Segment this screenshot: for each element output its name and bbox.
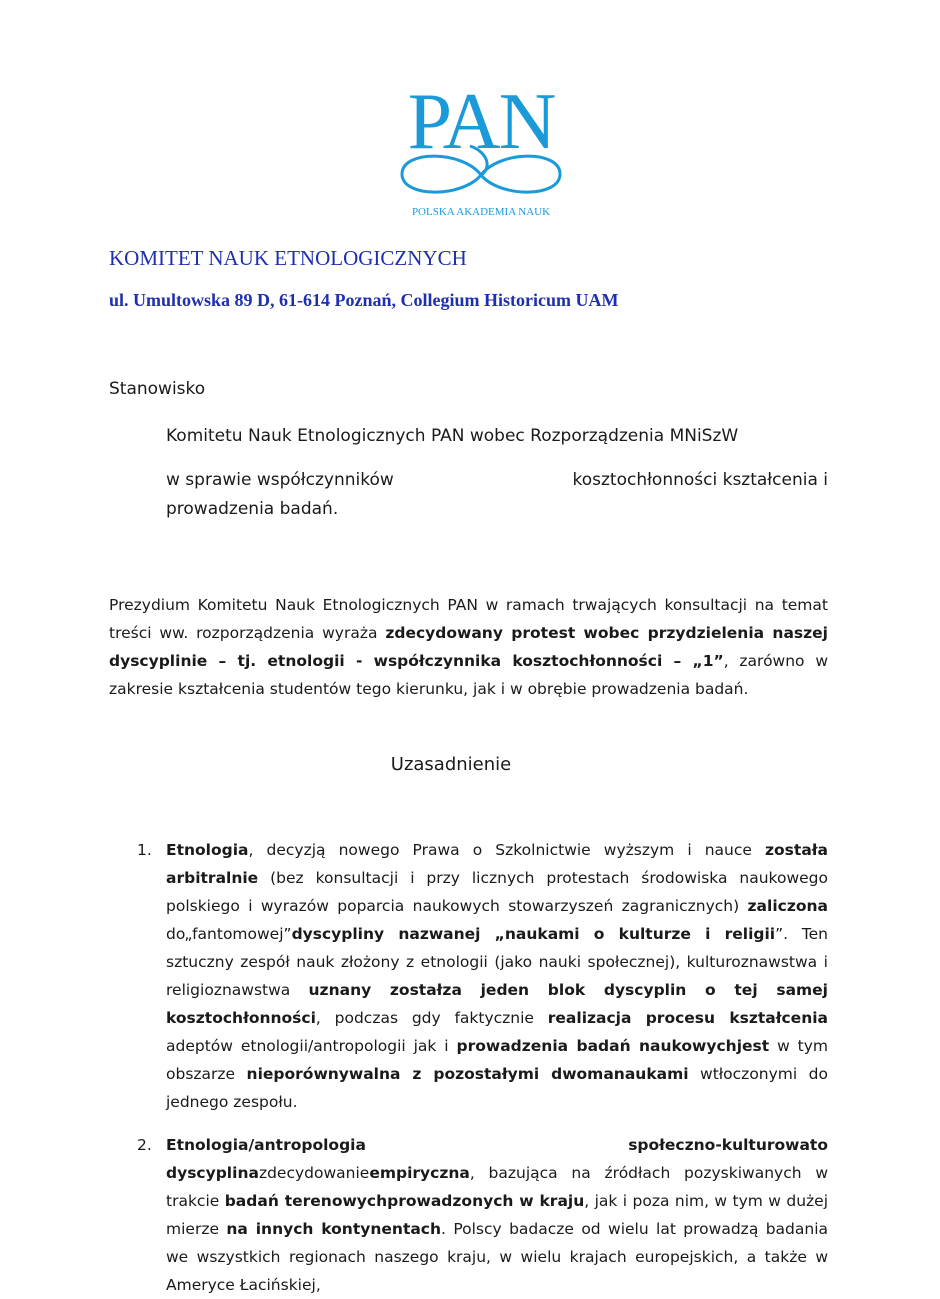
item-text: . Polscy badacze od wielu lat prowadzą badania we wszystkich regionach naszego kraju, w wielu krajach europejskich, a także w Ameryce Łacińskiej, (166, 1220, 828, 1294)
item-bold: społeczno-kulturowato (628, 1136, 828, 1154)
item-text: wtłoczonymi do jednego zespołu. (166, 1065, 828, 1111)
item-bold: dyscypliny nazwanej „naukami o kulturze i religii (291, 925, 776, 943)
item-bold: na innych kontynentach (226, 1220, 442, 1238)
item-text: (bez konsultacji i przy licznych protestach środowiska naukowego polskiego i wyrazów poparcia naukowych stowarzyszeń zagranicznych) (166, 869, 828, 915)
item-bold: empiryczna (369, 1164, 470, 1182)
document-title-continued (166, 470, 828, 519)
intro-bold: zdecydowany protest wobec przydzielenia naszej dyscyplinie – tj. etnologii - współczynnika kosztochłonności – „1” (109, 624, 828, 670)
document-label: Stanowisko (109, 379, 206, 399)
item-text: adeptów etnologii/antropologii jak i (166, 1037, 457, 1055)
item-text: , decyzją nowego Prawa o Szkolnictwie wyższym i nauce (248, 841, 766, 859)
infinity-logo-icon (392, 142, 570, 206)
logo-subtitle: POLSKA AKADEMIA NAUK (411, 206, 551, 218)
item-text: zdecydowanie (258, 1164, 370, 1182)
list-item-text (166, 836, 828, 1116)
list-item-text (166, 1131, 828, 1299)
item-bold: zaliczona (747, 897, 828, 915)
list-item-number: 2. (137, 1136, 152, 1154)
item-bold: Etnologia/antropologia (166, 1136, 366, 1154)
intro-paragraph (109, 591, 828, 703)
item-bold: prowadzenia badań naukowychjest (456, 1037, 770, 1055)
item-text: , jak i poza nim, w tym w dużej mierze (166, 1192, 828, 1238)
committee-address: ul. Umultowska 89 D, 61-614 Poznań, Collegium Historicum UAM (109, 290, 619, 310)
list-item (109, 1131, 828, 1299)
item-text: ”. Ten sztuczny zespół nauk złożony z etnologii (jako nauki społecznej), kulturoznawstwa i religioznawstwa (166, 925, 828, 999)
item-bold: została arbitralnie (166, 841, 828, 887)
intro-text-2: , zarówno w zakresie kształcenia studentów tego kierunku, jak i w obrębie prowadzenia badań. (109, 652, 828, 698)
list-item-first-line (166, 1131, 828, 1159)
logo-text: PAN (407, 78, 555, 166)
intro-text-1: Prezydium Komitetu Nauk Etnologicznych PAN w ramach trwających konsultacji na temat treści ww. rozporządzenia wyraża (109, 596, 828, 642)
item-text: do„fantomowej” (166, 925, 292, 943)
list-item-number: 1. (137, 841, 152, 859)
document-title-line1: Komitetu Nauk Etnologicznych PAN wobec Rozporządzenia MNiSzW (166, 426, 739, 446)
list-item (109, 836, 828, 1116)
item-bold: dyscyplina (166, 1164, 259, 1182)
item-bold: Etnologia (166, 841, 249, 859)
document-title-line3: prowadzenia badań. (166, 499, 339, 519)
document-title-line2b: kosztochłonności kształcenia i (572, 470, 828, 490)
section-heading: Uzasadnienie (390, 754, 512, 775)
committee-name: KOMITET NAUK ETNOLOGICZNYCH (109, 246, 467, 270)
item-text: , bazująca na źródłach pozyskiwanych w trakcie (166, 1164, 828, 1210)
item-bold: nieporównywalna z pozostałymi dwomanaukami (246, 1065, 689, 1083)
item-bold: badań terenowychprowadzonych w kraju (224, 1192, 585, 1210)
item-text: w tym obszarze (166, 1037, 828, 1083)
document-title-line2a: w sprawie współczynników (166, 470, 394, 490)
item-text: , podczas gdy faktycznie (315, 1009, 548, 1027)
item-bold: uznany zostałza jeden blok dyscyplin o tej samej kosztochłonności (166, 981, 828, 1027)
pan-logo (392, 78, 570, 224)
item-bold: realizacja procesu kształcenia (547, 1009, 828, 1027)
list-item-continuation (166, 1159, 828, 1299)
